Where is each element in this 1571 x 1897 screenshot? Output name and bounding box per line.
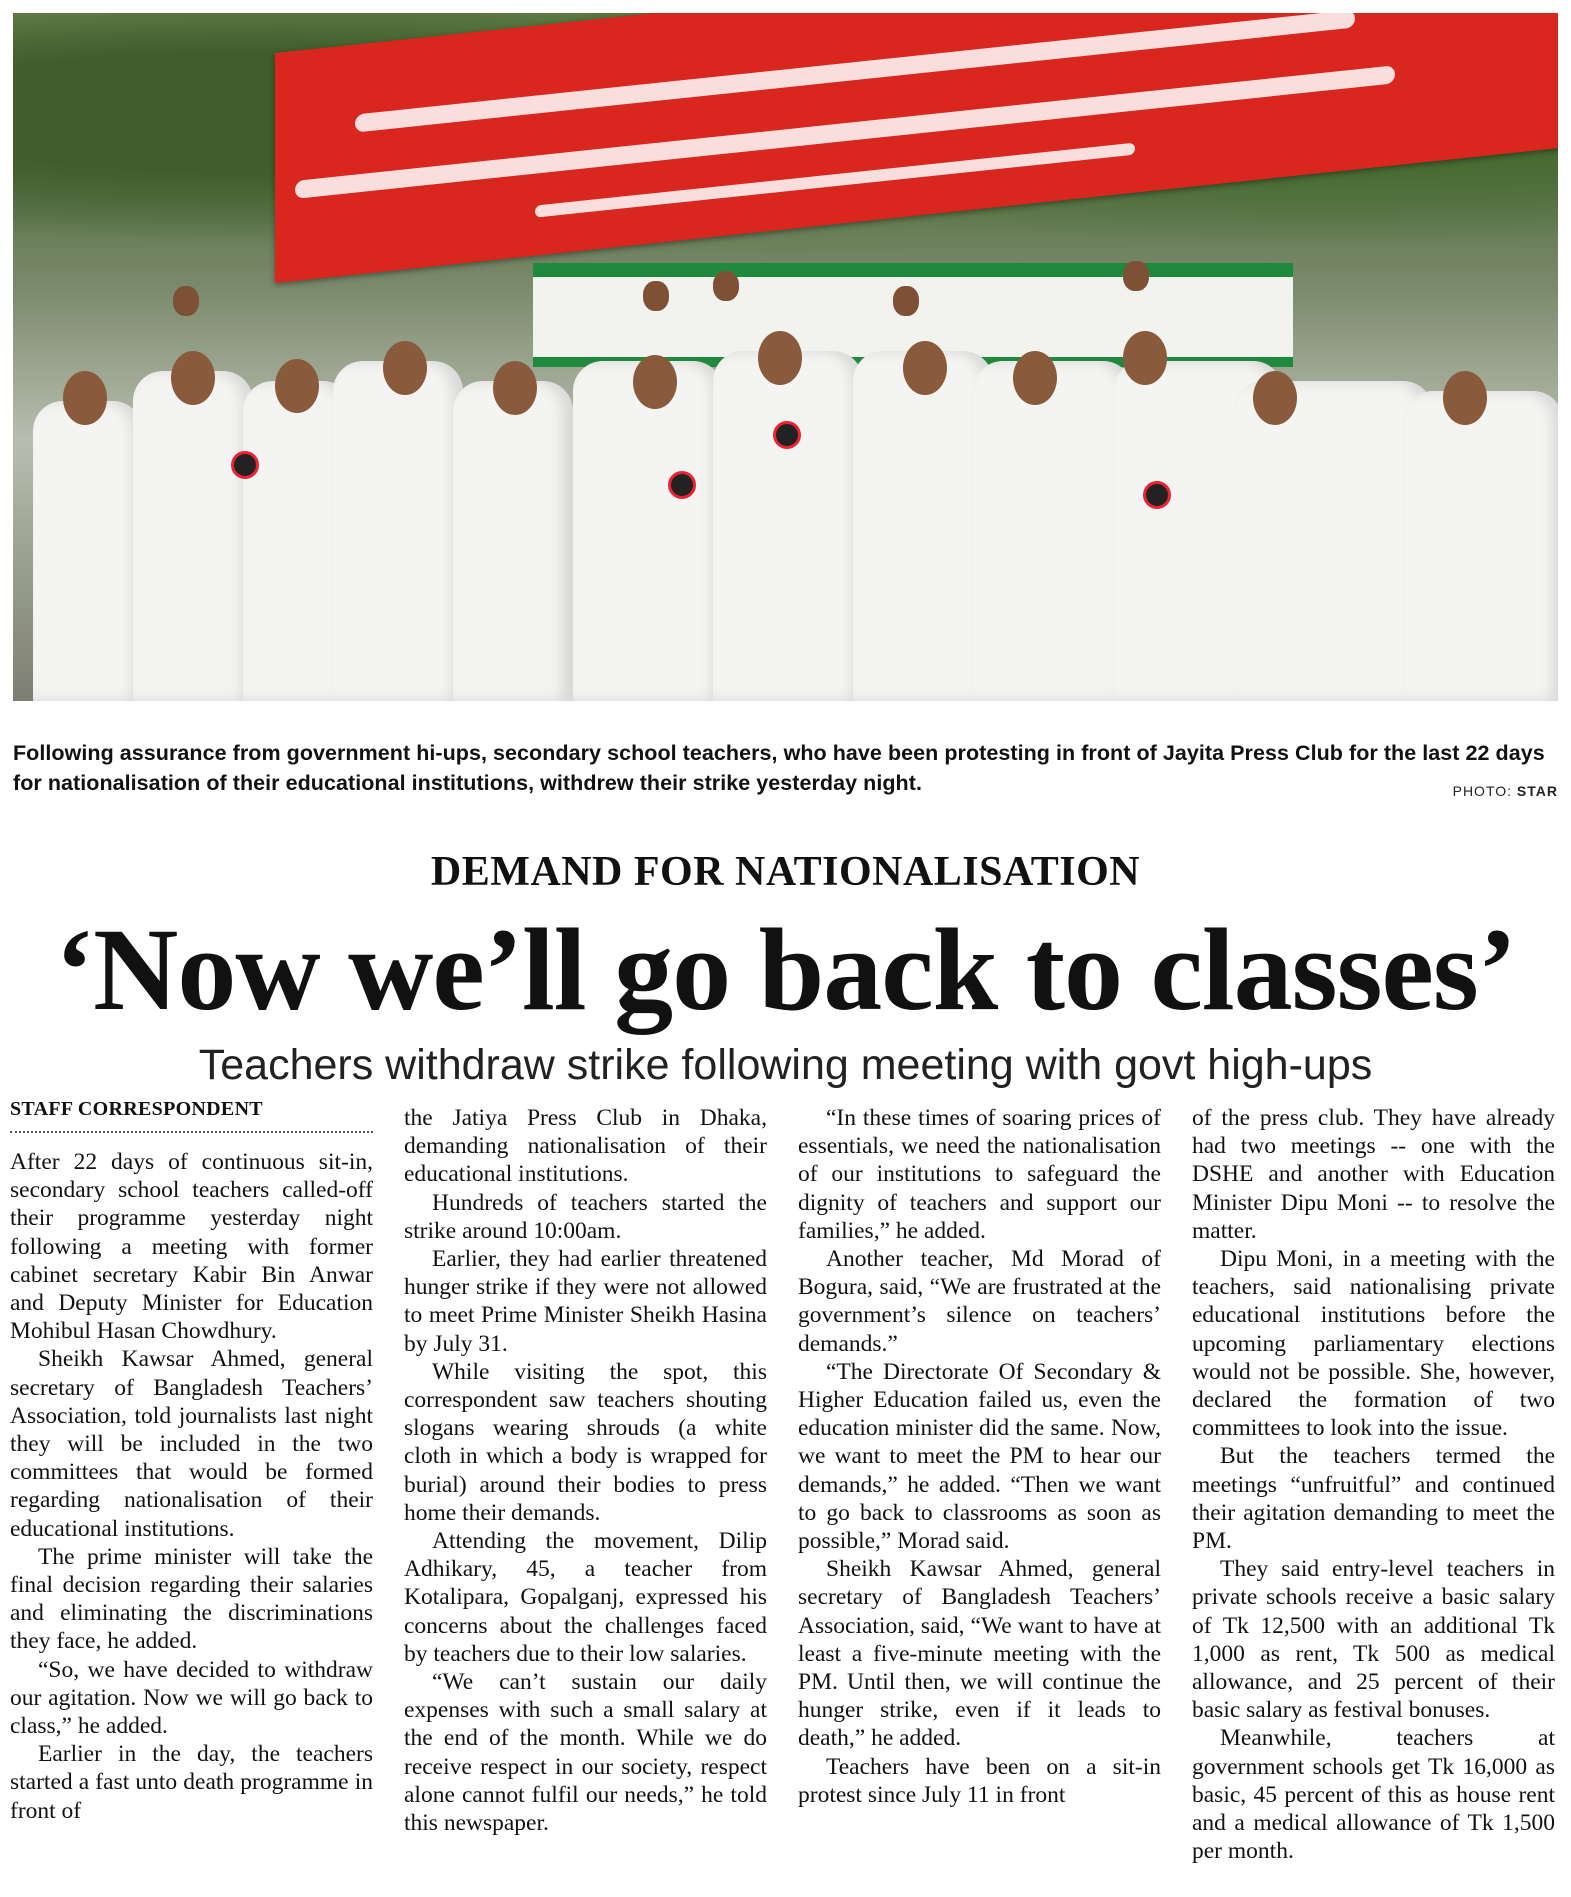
paragraph: Hundreds of teachers started the strike around 10:00am. [404,1189,767,1244]
photo-credit-label: PHOTO: [1452,783,1517,799]
paragraph: of the press club. They have already had two meetings -- one with the DSHE and another with Education Minister Dipu Moni -- to resolve the matter. [1192,1105,1555,1244]
crowd-of-teachers [13,281,1558,701]
paragraph: Earlier in the day, the teachers started a fast unto death programme in front of [10,1741,373,1824]
paragraph: Meanwhile, teachers at government schools get Tk 16,000 as basic, 45 percent of this as house rent and a medical allowance of Tk 1,500 per month. [1192,1725,1555,1865]
paragraph: “In these times of soaring prices of essentials, we need the nationalisation of our institutions to safeguard the dignity of teachers and support our families,” he added. [798,1105,1161,1244]
article-column-4 [1192,1104,1555,1865]
paragraph: Earlier, they had earlier threatened hunger strike if they were not allowed to meet Prime Minister Sheikh Hasina by July 31. [404,1246,767,1357]
paragraph: While visiting the spot, this correspondent saw teachers shouting slogans wearing shrouds (a white cloth in which a body is wrapped for burial) around their bodies to press home their demands. [404,1358,767,1526]
paragraph: Teachers have been on a sit-in protest since July 11 in front [798,1753,1161,1808]
photo-caption: Following assurance from government hi-ups, secondary school teachers, who have been protesting in front of Jayita Press Club for the last 22 days for nationalisation of their educational institutions, withdrew their strike yesterday night. [13,741,1545,795]
paragraph: the Jatiya Press Club in Dhaka, demanding nationalisation of their educational institutions. [404,1105,767,1188]
paragraph: The prime minister will take the final decision regarding their salaries and eliminating the discriminations they face, he added. [10,1543,373,1655]
paragraph: “We can’t sustain our daily expenses with such a small salary at the end of the month. While we do receive respect in our society, respect alone cannot fulfil our needs,” he told this newspaper. [404,1669,767,1837]
paragraph: They said entry-level teachers in private schools receive a basic salary of Tk 12,500 with an additional Tk 1,000 as rent, Tk 500 as medical allowance, and 25 percent of their basic salary as festival bonuses. [1192,1556,1555,1724]
paragraph: Attending the movement, Dilip Adhikary, 45, a teacher from Kotalipara, Gopalganj, expressed his concerns about the challenges faced by teachers due to their low salaries. [404,1528,767,1667]
article-column-3 [798,1104,1161,1809]
kicker: DEMAND FOR NATIONALISATION [430,849,1141,895]
photo-credit [1453,783,1558,799]
paragraph: “So, we have decided to withdraw our agitation. Now we will go back to class,” he added. [10,1656,373,1740]
article-column-2 [404,1104,767,1837]
photo-credit-source: STAR [1516,783,1558,799]
paragraph: Sheikh Kawsar Ahmed, general secretary of Bangladesh Teachers’ Association, said, “We want to have at least a five-minute meeting with the PM. Until then, we will continue the hunger strike, even if it leads to death,” he added. [798,1556,1161,1752]
paragraph: After 22 days of continuous sit-in, secondary school teachers called-off their programme yesterday night following a meeting with former cabinet secretary Kabir Bin Anwar and Deputy Minister for Education Mohibul Hasan Chowdhury. [10,1149,373,1345]
paragraph: Sheikh Kawsar Ahmed, general secretary of Bangladesh Teachers’ Association, told journalists last night they will be included in the two committees that would be formed regarding nationalisation of their educational institutions. [10,1346,373,1542]
byline: STAFF CORRESPONDENT [10,1098,373,1133]
paragraph: “The Directorate Of Secondary & Higher Education failed us, even the education minister did the same. Now, we want to meet the PM to hear our demands,” he added. “Then we want to go back to classrooms as soon as possible,” Morad said. [798,1358,1161,1555]
article-column-1 [10,1148,373,1825]
paragraph: Another teacher, Md Morad of Bogura, said, “We are frustrated at the government’s silence on teachers’ demands.” [798,1246,1161,1357]
banner-text-line [355,13,1355,133]
paragraph: But the teachers termed the meetings “unfruitful” and continued their agitation demanding to meet the PM. [1192,1443,1555,1555]
paragraph: Dipu Moni, in a meeting with the teachers, said nationalising private educational institutions before the upcoming parliamentary elections would not be possible. She, however, declared the formation of two committees to look into the issue. [1192,1246,1555,1442]
headline: ‘Now we’ll go back to classes’ [54,904,1517,1035]
news-photo [13,13,1558,701]
subheadline: Teachers withdraw strike following meeting with govt high-ups [198,1041,1373,1089]
